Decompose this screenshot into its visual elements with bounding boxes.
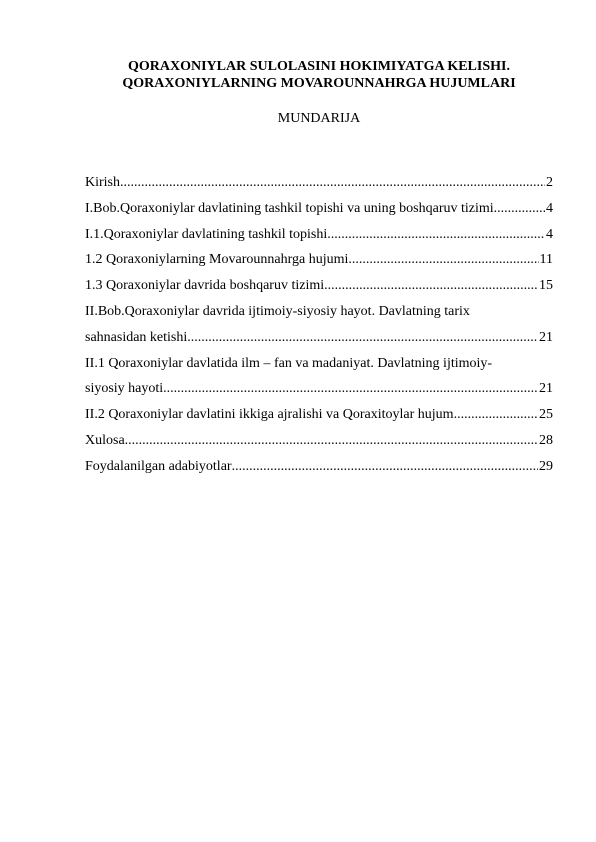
toc-page-number: 11: [539, 252, 553, 268]
document-title: [85, 58, 553, 92]
table-of-contents: [85, 170, 553, 480]
toc-leader-dots: [120, 170, 545, 196]
toc-entry-xulosa[interactable]: [85, 428, 553, 454]
toc-entry-chapter-2[interactable]: [85, 299, 553, 351]
toc-page-number: 4: [546, 226, 553, 242]
toc-entry-kirish[interactable]: [85, 170, 553, 196]
toc-page-number: 21: [539, 329, 553, 345]
toc-entry-label: Xulosa: [85, 432, 125, 448]
toc-entry-label: Kirish: [85, 175, 120, 190]
toc-page-number: 28: [539, 432, 553, 448]
toc-entry-label: I.1.Qoraxoniylar davlatining tashkil topishi: [85, 226, 328, 242]
toc-entry-section-1-2[interactable]: [85, 247, 553, 273]
toc-leader-dots: [187, 325, 538, 351]
toc-entry-chapter-1[interactable]: [85, 196, 553, 222]
toc-entry-section-2-1[interactable]: [85, 351, 553, 403]
toc-leader-dots: [163, 376, 538, 402]
toc-entry-first-line: II.Bob.Qoraxoniylar davrida ijtimoiy-siyosiy hayot. Davlatning tarix: [85, 303, 470, 319]
toc-leader-dots: [327, 222, 545, 248]
toc-entry-label: sahnasidan ketishi: [85, 329, 188, 345]
toc-entry-label: I.Bob.Qoraxoniylar davlatining tashkil topishi va uning boshqaruv tizimi: [85, 200, 494, 216]
toc-entry-section-2-2[interactable]: [85, 402, 553, 428]
toc-entry-bibliography[interactable]: [85, 454, 553, 480]
toc-leader-dots: [348, 247, 538, 273]
toc-entry-first-line: II.1 Qoraxoniylar davlatida ilm – fan va madaniyat. Davlatning ijtimoiy-: [85, 355, 493, 371]
toc-leader-dots: [232, 454, 538, 480]
toc-page-number: 15: [539, 278, 553, 294]
toc-page-number: 21: [539, 381, 553, 397]
toc-entry-section-1-1[interactable]: [85, 222, 553, 248]
toc-leader-dots: [324, 273, 538, 299]
toc-entry-section-1-3[interactable]: [85, 273, 553, 299]
toc-leader-dots: [125, 428, 538, 454]
toc-page-number: 25: [539, 407, 553, 423]
toc-page-number: 2: [546, 175, 553, 190]
toc-heading: MUNDARIJA: [277, 111, 361, 126]
toc-page-number: 29: [539, 458, 553, 474]
toc-entry-label: II.2 Qoraxoniylar davlatini ikkiga ajralishi va Qoraxitoylar hujum: [85, 407, 454, 423]
toc-leader-dots: [494, 196, 545, 222]
toc-entry-label: 1.2 Qoraxoniylarning Movarounnahrga hujumi: [85, 252, 349, 268]
toc-entry-label: 1.3 Qoraxoniylar davrida boshqaruv tizimi: [85, 278, 325, 294]
title-line-2: QORAXONIYLARNING MOVAROUNNAHRGA HUJUMLARI: [122, 76, 516, 91]
toc-leader-dots: [454, 402, 538, 428]
toc-entry-label: Foydalanilgan adabiyotlar: [85, 458, 232, 474]
title-line-1: QORAXONIYLAR SULOLASINI HOKIMIYATGA KELISHI.: [128, 59, 510, 74]
toc-entry-label: siyosiy hayoti: [85, 381, 164, 397]
toc-page-number: 4: [546, 200, 553, 216]
